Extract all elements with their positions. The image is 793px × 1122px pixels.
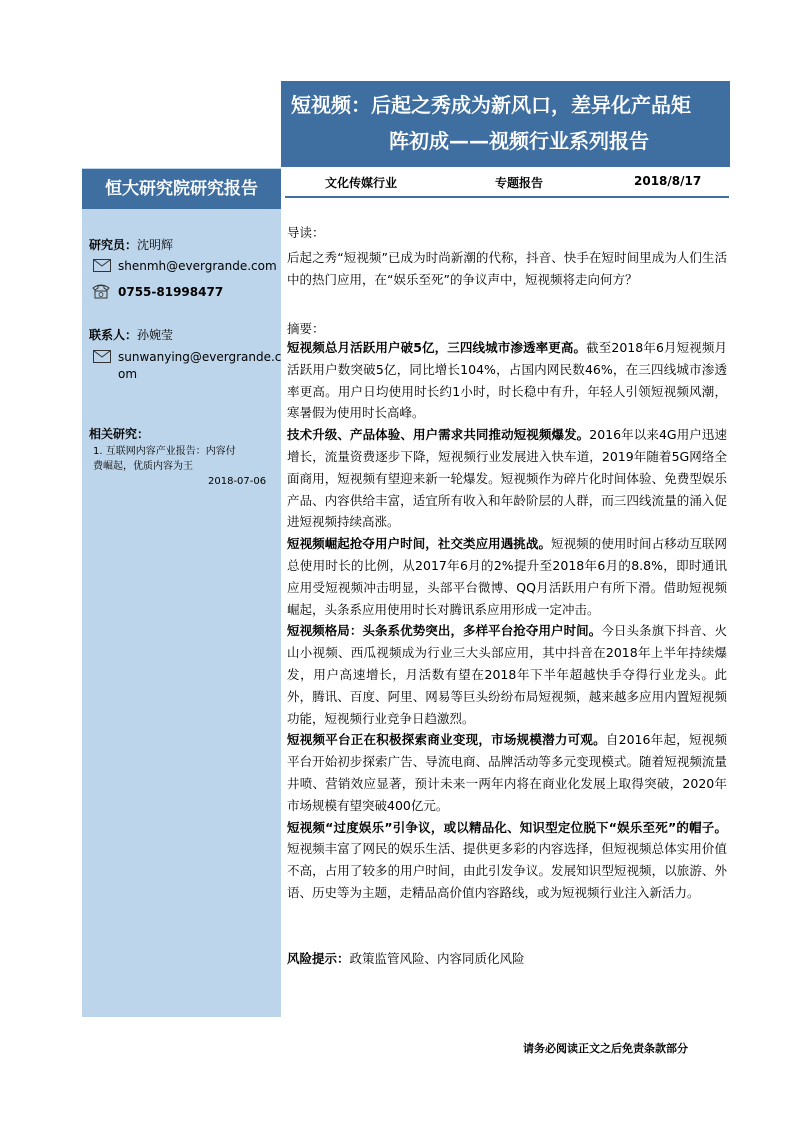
- summary-p3-text: 短视频的使用时间占移动互联网总使用时长的比例，从2017年6月的2%提升至2018年6月的8.8%，即时通讯应用受短视频冲击明显，头部平台微博、QQ月活跃用户有所下滑。借助短视频崛起，头条系应用使用时长对腾讯系应用形成一定冲击。: [287, 536, 727, 617]
- summary-p1-text: 截至2018年6月短视频月活跃用户数突破5亿，同比增长104%，占国内网民数46%，在三四线城市渗透率更高。用户日均使用时长约1小时，时长稳中有升，年轻人引领短视频风潮，寒暑假为使用时长高峰。: [287, 340, 728, 421]
- report-title-line2: 阵初成——视频行业系列报告: [389, 129, 649, 153]
- summary-paragraph-3: [287, 533, 727, 620]
- researcher-label: 研究员：: [89, 238, 138, 252]
- intro-paragraph: [287, 247, 727, 291]
- related-item[interactable]: [87, 444, 266, 489]
- researcher-name: 沈明辉: [137, 238, 174, 252]
- summary-paragraph-4: [287, 620, 727, 729]
- mail-icon: [93, 259, 111, 272]
- summary-p1-headline: 短视频总月活跃用户破5亿，三四线城市渗透率更高。: [287, 340, 587, 355]
- related-item-line2: 费崛起，优质内容为王: [93, 461, 193, 472]
- related-item-date: 2018-07-06: [208, 476, 267, 487]
- researcher-block: [89, 236, 173, 253]
- risk-text: 政策监管风险、内容同质化风险: [349, 951, 525, 966]
- summary-p2-text: 2016年以来4G用户迅速增长，流量资费逐步下降，短视频行业发展进入快车道，2019年随着5G网络全面商用，短视频有望迎来新一轮爆发。短视频作为碎片化时间体验、免费型娱乐产品、内容供给丰富，适宜所有收入和年龄阶层的人群，而三四线流量的涌入促进短视频持续高涨。: [287, 427, 727, 530]
- phone-icon: [91, 283, 111, 299]
- summary-paragraph-6: [287, 817, 727, 904]
- contact-email[interactable]: [118, 349, 281, 383]
- intro-text: 后起之秀“短视频”已成为时尚新潮的代称，抖音、快手在短时间里成为人们生活中的热门应用，在“娱乐至死”的争议声中，短视频将走向何方？: [287, 250, 727, 287]
- summary-paragraph-1: [287, 337, 727, 424]
- meta-date: 2018/8/17: [634, 174, 702, 188]
- summary-paragraph-2: [287, 424, 727, 533]
- risk-label: 风险提示：: [287, 951, 350, 966]
- summary-p4-text: 今日头条旗下抖音、火山小视频、西瓜视频成为行业三大头部应用，其中抖音在2018年上半年持续爆发，用户高速增长，月活数有望在2018年下半年超越快手夺得行业龙头。此外，腾讯、百度、阿里、网易等巨头纷纷布局短视频，越来越多应用内置短视频功能，短视频行业竞争日趋激烈。: [287, 623, 727, 726]
- summary-heading: 摘要：: [287, 321, 325, 336]
- summary-p5-headline: 短视频平台正在积极探索商业变现，市场规模潜力可观。: [287, 732, 606, 748]
- researcher-email[interactable]: shenmh@evergrande.com: [118, 259, 277, 273]
- contact-block: [89, 326, 173, 343]
- researcher-phone: 0755-81998477: [118, 285, 224, 299]
- meta-divider: [285, 196, 729, 198]
- summary-p3-headline: 短视频崛起抢夺用户时间，社交类应用遇挑战。: [287, 536, 552, 552]
- contact-label: 联系人：: [89, 328, 138, 342]
- summary-p6-text: 短视频丰富了网民的娱乐生活、提供更多彩的内容选择，但短视频总体实用价值不高，占用了较多的用户时间，由此引发争议。发展知识型短视频，以旅游、外语、历史等为主题，走精品高价值内容路线，或为短视频行业注入新活力。: [287, 841, 727, 900]
- summary-body: [287, 337, 727, 904]
- sidebar-header: 恒大研究院研究报告: [82, 169, 281, 209]
- disclaimer-note: 请务必阅读正文之后免责条款部分: [523, 1042, 688, 1055]
- summary-p6-headline: 短视频“过度娱乐”引争议，或以精品化、知识型定位脱下“娱乐至死”的帽子。: [287, 819, 727, 835]
- summary-p2-headline: 技术升级、产品体验、用户需求共同推动短视频爆发。: [287, 427, 590, 443]
- risk-notice: [287, 948, 727, 970]
- intro-heading: 导读：: [287, 225, 325, 240]
- related-item-line1: 1. 互联网内容产业报告：内容付: [93, 446, 236, 457]
- contact-email-line1: sunwanying@evergrande.c: [118, 350, 282, 364]
- mail-icon: [93, 350, 111, 363]
- meta-report-type: 专题报告: [495, 176, 544, 190]
- summary-p5-text: 自2016年起，短视频平台开始初步探索广告、导流电商、品牌活动等多元变现模式。随着短视频流量井喷、营销效应显著，预计未来一两年内将在商业化发展上取得突破，2020年市场规模有望突破400亿元。: [287, 732, 727, 813]
- meta-industry: 文化传媒行业: [325, 176, 398, 190]
- contact-email-line2: om: [118, 367, 138, 381]
- contact-name: 孙婉莹: [137, 328, 174, 342]
- report-title-banner: [281, 81, 730, 167]
- report-title-line1: 短视频：后起之秀成为新风口，差异化产品矩: [291, 93, 691, 117]
- related-label: 相关研究：: [89, 427, 150, 441]
- summary-p4-headline: 短视频格局：头条系优势突出，多样平台抢夺用户时间。: [287, 623, 602, 639]
- summary-paragraph-5: [287, 729, 727, 816]
